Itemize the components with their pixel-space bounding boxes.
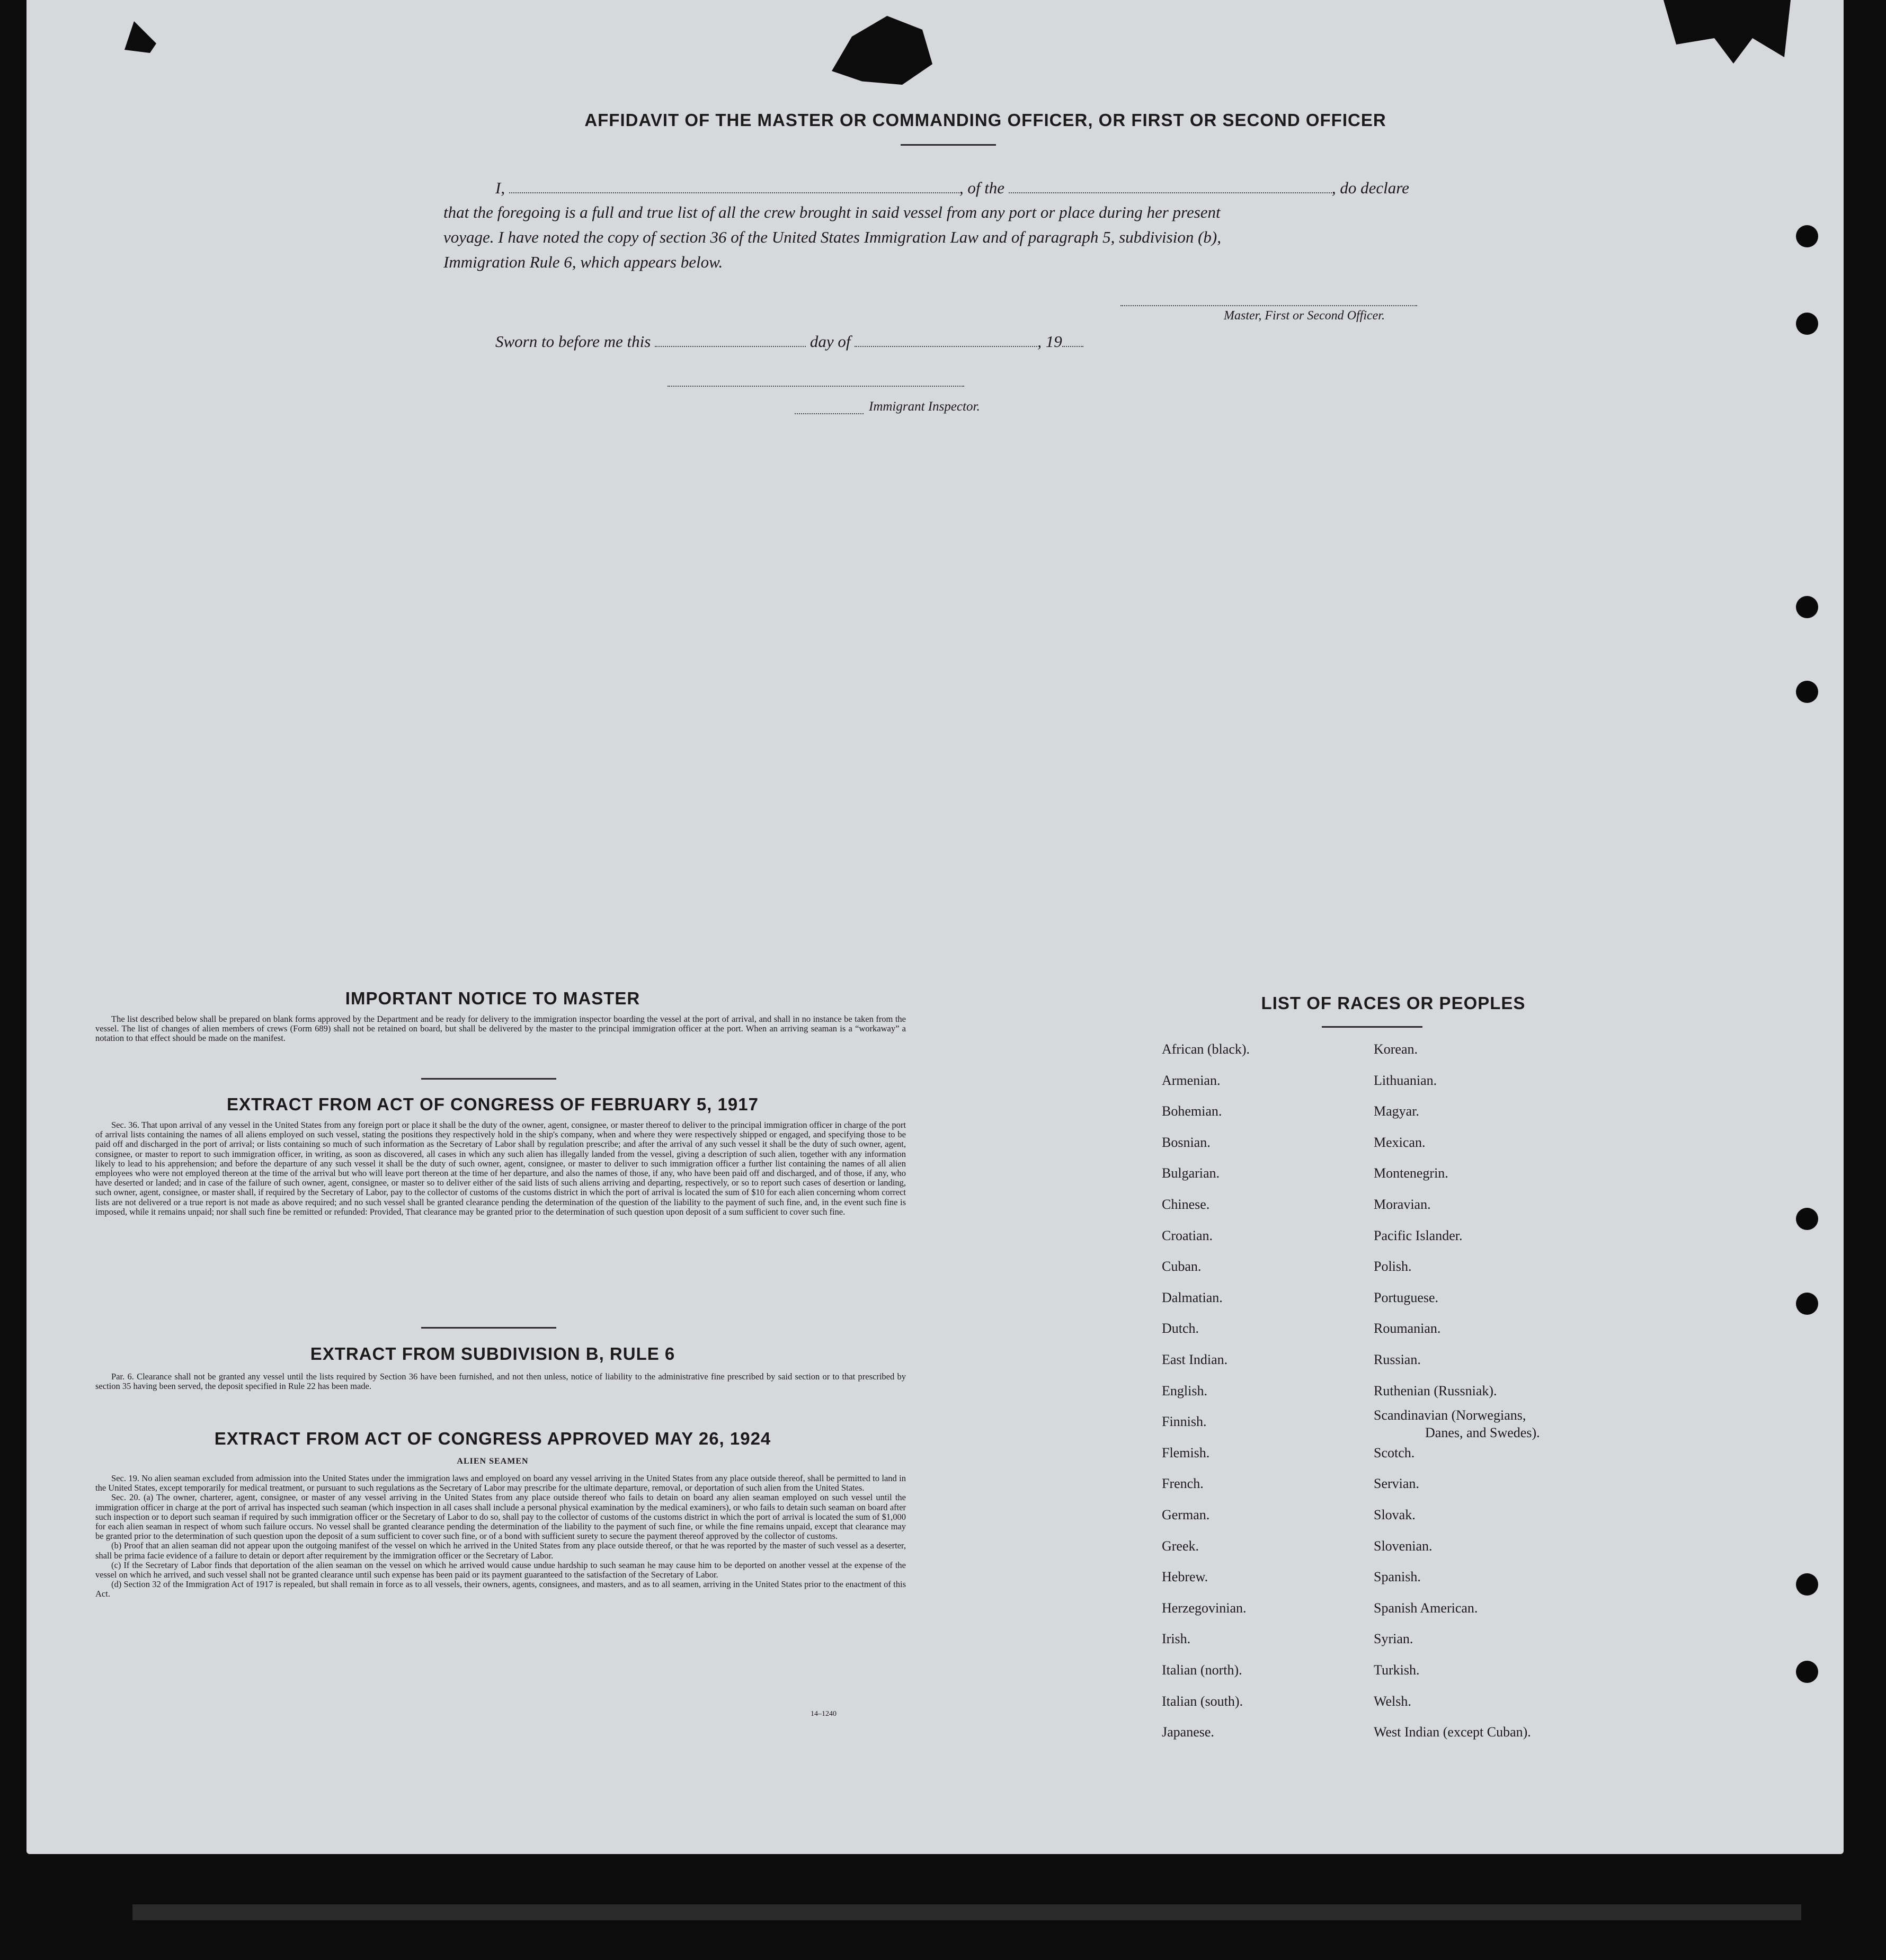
binder-hole [1796, 681, 1818, 703]
race-left-item: Irish. [1162, 1631, 1191, 1647]
race-left-item: Italian (north). [1162, 1662, 1242, 1678]
binder-hole [1796, 1208, 1818, 1230]
year-blank[interactable] [1062, 346, 1083, 347]
inspector-signature-label: Immigrant Inspector. [869, 399, 980, 414]
race-right-item: Ruthenian (Russniak). [1374, 1383, 1497, 1398]
race-left-item: Flemish. [1162, 1445, 1210, 1460]
section-20d-paragraph: (d) Section 32 of the Immigration Act of 1917 is repealed, but shall remain in force as to all vessels, their owners, agents, consignees, and masters, and as to all seamen, arriving in the United States prior to the enactment of this Act. [95, 1579, 906, 1599]
race-right-item: Slovenian. [1374, 1538, 1433, 1554]
race-left-item: Chinese. [1162, 1197, 1210, 1212]
races-title: LIST OF RACES OR PEOPLES [1261, 993, 1526, 1013]
affidavit-line-2: that the foregoing is a full and true list of all the crew brought in said vessel from any port or place during her present [443, 203, 1221, 221]
paragraph-6: Par. 6. Clearance shall not be granted any vessel until the lists required by Section 36 have been furnished, and not then unless, notice of liability to the administrative fine prescribed by said section or to that prescribed by section 35 having been served, the deposit specified in Rule 22 has been made. [95, 1371, 906, 1392]
race-right-item: Servian. [1374, 1476, 1419, 1492]
race-left-item: English. [1162, 1383, 1207, 1398]
race-right-item: Pacific Islander. [1374, 1227, 1463, 1243]
affidavit-line-3: voyage. I have noted the copy of section 36 of the United States Immigration Law and of paragraph 5, subdivision (b), [443, 228, 1221, 246]
affidavit-of-the: , of the [959, 179, 1005, 197]
race-right-item: Turkish. [1374, 1662, 1420, 1678]
race-right-item: Syrian. [1374, 1631, 1413, 1647]
notice-text [95, 1014, 906, 1044]
race-left-item: African (black). [1162, 1041, 1250, 1057]
race-right-item: Mexican. [1374, 1134, 1426, 1150]
scan-edge-strip [132, 1904, 1801, 1920]
race-right-item: Scandinavian (Norwegians, [1374, 1407, 1526, 1423]
race-right-item: Portuguese. [1374, 1289, 1439, 1305]
race-right-item: Slovak. [1374, 1507, 1416, 1522]
section-20c-paragraph: (c) If the Secretary of Labor finds that deportation of the alien seaman on the vessel on which he arrived would cause undue hardship to such seaman he may cause him to be deported on another vessel at the expense of the vessel on which he arrived, and such vessel shall not be granted clearance until such expense has been paid or its payment guaranteed to the satisfaction of the Secretary of Labor. [95, 1560, 906, 1580]
race-left-item: Greek. [1162, 1538, 1199, 1554]
binder-hole [1796, 1661, 1818, 1683]
race-right-item: Magyar. [1374, 1103, 1419, 1119]
race-right-item: Russian. [1374, 1352, 1421, 1367]
race-right-item: Korean. [1374, 1041, 1418, 1057]
rule-6-text [95, 1372, 906, 1391]
affidavit-title: AFFIDAVIT OF THE MASTER OR COMMANDING OFFICER, OR FIRST OR SECOND OFFICER [584, 110, 1386, 130]
divider [1322, 1026, 1422, 1028]
race-left-item: Finnish. [1162, 1414, 1207, 1430]
binder-hole [1796, 313, 1818, 335]
race-left-item: German. [1162, 1507, 1210, 1522]
alien-seamen-subtitle: ALIEN SEAMEN [457, 1457, 529, 1466]
extract-1917-title: EXTRACT FROM ACT OF CONGRESS OF FEBRUARY 5, 1917 [227, 1094, 759, 1114]
binder-hole [1796, 225, 1818, 247]
race-left-item: Dalmatian. [1162, 1289, 1223, 1305]
race-right-item: Roumanian. [1374, 1321, 1441, 1337]
race-right-item: Moravian. [1374, 1197, 1431, 1212]
binder-hole [1796, 1293, 1818, 1315]
rule-6-title: EXTRACT FROM SUBDIVISION B, RULE 6 [310, 1344, 675, 1364]
extract-1924-title: EXTRACT FROM ACT OF CONGRESS APPROVED MAY 26, 1924 [214, 1429, 771, 1448]
notice-paragraph: The list described below shall be prepared on blank forms approved by the Department and be ready for delivery to the immigration inspector boarding the vessel at the port of arrival, and shall in no instance be taken from the vessel. The list of changes of alien members of crews (Form 689) shall not be retained on board, but shall be delivered by the master to the principal immigration officer at the port. When an arriving seaman is a “workaway” a notation to that effect should be made on the manifest. [95, 1014, 906, 1044]
year-text: , 19 [1037, 332, 1062, 351]
notice-title: IMPORTANT NOTICE TO MASTER [345, 988, 640, 1008]
race-right-item: Polish. [1374, 1259, 1412, 1275]
sworn-day-blank[interactable] [655, 346, 806, 347]
divider [901, 144, 996, 146]
race-left-item: Hebrew. [1162, 1569, 1208, 1585]
binder-hole [1796, 1573, 1818, 1596]
race-left-item: Bulgarian. [1162, 1165, 1220, 1181]
extract-1917-text [95, 1120, 906, 1217]
race-left-item: Cuban. [1162, 1259, 1202, 1275]
torn-edge [124, 21, 156, 53]
master-signature-line[interactable] [1120, 305, 1417, 306]
sworn-line [495, 332, 1083, 351]
binder-hole [1796, 596, 1818, 618]
race-right-item: Lithuanian. [1374, 1072, 1437, 1088]
name-blank[interactable] [509, 192, 959, 193]
race-right-extra: Danes, and Swedes). [1425, 1425, 1540, 1440]
divider [421, 1327, 556, 1329]
race-left-item: Croatian. [1162, 1227, 1213, 1243]
inspector-signature-leader [795, 413, 864, 414]
inspector-signature-line[interactable] [668, 386, 964, 387]
race-left-item: Italian (south). [1162, 1693, 1243, 1709]
torn-edge [832, 16, 932, 85]
master-signature-label: Master, First or Second Officer. [1224, 309, 1385, 323]
race-right-item: Montenegrin. [1374, 1165, 1448, 1181]
extract-1924-text [95, 1474, 906, 1599]
section-19-paragraph: Sec. 19. No alien seaman excluded from admission into the United States under the immigration laws and employed on board any vessel arriving in the United States from any place outside thereof, shall be permitted to land in the United States, except temporarily for medical treatment, or pursuant to such regulations as the Secretary of Labor may prescribe for the ultimate departure, removal, or deportation of such alien from the United States. [95, 1473, 906, 1493]
race-left-item: French. [1162, 1476, 1204, 1492]
section-20a-paragraph: Sec. 20. (a) The owner, charterer, agent, consignee, or master of any vessel arriving in the United States from any place outside thereof who fails to detain on board any alien seaman employed on such vessel until the immigration officer in charge at the port of arrival has inspected such seaman (which inspection in all cases shall include a personal physical examination by the medical examiners), or who fails to detain such seaman on board after such inspection or to deport such seaman if required by such immigration officer or the Secretary of Labor to do so, shall pay to the collector of customs of the customs district in which the port of arrival is located the sum of $1,000 for each alien seaman in respect of whom such failure occurs. No vessel shall be granted clearance pending the determination of the liability to the payment of such fine, or while the fine remains unpaid, except that clearance may be granted prior to the determination of such question upon the deposit of a sum sufficient to cover such fine, or of a bond with sufficient surety to secure the payment thereof approved by the collector of customs. [95, 1492, 906, 1542]
section-20b-paragraph: (b) Proof that an alien seaman did not appear upon the outgoing manifest of the vessel on which he arrived in the United States from any place outside thereof, or that he was reported by the master of such vessel as a deserter, shall be prima facie evidence of a failure to detain or deport after requirement by the immigration officer or the Secretary of Labor. [95, 1540, 906, 1561]
race-right-item: Welsh. [1374, 1693, 1411, 1709]
affidavit-line-1 [495, 179, 1409, 198]
affidavit-i: I, [495, 179, 505, 197]
torn-edge [1663, 0, 1791, 64]
race-left-item: East Indian. [1162, 1352, 1228, 1367]
race-left-item: Dutch. [1162, 1321, 1199, 1337]
race-right-item: West Indian (except Cuban). [1374, 1724, 1531, 1740]
affidavit-declare: , do declare [1331, 179, 1409, 197]
race-right-item: Spanish American. [1374, 1600, 1478, 1616]
race-left-item: Bohemian. [1162, 1103, 1222, 1119]
section-36-paragraph: Sec. 36. That upon arrival of any vessel in the United States from any foreign port or place it shall be the duty of the owner, agent, consignee, or master thereof to deliver to the principal immigration officer in charge of the port of arrival lists containing the names of all aliens employed on such vessel, stating the positions they respectively hold in the ship's company, when and where they were respectively shipped or engaged, and specifying those to be paid off and discharged in the port of arrival; or lists containing so much of such information as the Secretary of Labor shall by regulation prescribe; and after the arrival of any such vessel it shall be the duty of such owner, agent, consignee, or master to report to such immigration officer, in writing, as soon as discovered, all cases in which any such alien has illegally landed from the vessel, giving a description of such alien, together with any information likely to lead to his apprehension; and before the departure of any such vessel it shall be the duty of such owner, agent, consignee, or master to deliver to such immigration officer a further list containing the names of all alien employees who were not employed thereon at the time of the arrival but who will leave port thereon at the time of her departure, and also the names of those, if any, who have been paid off and discharged, and of those, if any, who have deserted or landed; and in case of the failure of such owner, agent, consignee, or master so to deliver either of the said lists of such aliens arriving and departing, respectively, or so to report such cases of desertion or landing, such owner, agent, consignee, or master shall, if required by the Secretary of Labor, pay to the collector of customs of the customs district in which the port of arrival is located the sum of $10 for each alien concerning whom correct lists are not delivered or a true report is not made as above required; and no such vessel shall be granted clearance pending the determination of the question of the liability to the payment of such fine, and, in the event such fine is imposed, while it remains unpaid; nor shall such fine be remitted or refunded: Provided, That clearance may be granted prior to the determination of such question upon deposit of a sum sufficient to cover such fine. [95, 1120, 906, 1217]
race-left-item: Armenian. [1162, 1072, 1221, 1088]
race-left-item: Japanese. [1162, 1724, 1214, 1740]
document-page [26, 0, 1844, 1854]
race-right-item: Spanish. [1374, 1569, 1421, 1585]
race-left-item: Bosnian. [1162, 1134, 1211, 1150]
vessel-blank[interactable] [1009, 192, 1332, 193]
sworn-month-blank[interactable] [855, 346, 1037, 347]
form-number: 14–1240 [811, 1710, 837, 1718]
race-left-item: Herzegovinian. [1162, 1600, 1247, 1616]
day-of-text: day of [809, 332, 851, 351]
affidavit-line-4: Immigration Rule 6, which appears below. [443, 253, 723, 271]
divider [421, 1078, 556, 1080]
sworn-text: Sworn to before me this [495, 332, 651, 351]
race-right-item: Scotch. [1374, 1445, 1415, 1460]
